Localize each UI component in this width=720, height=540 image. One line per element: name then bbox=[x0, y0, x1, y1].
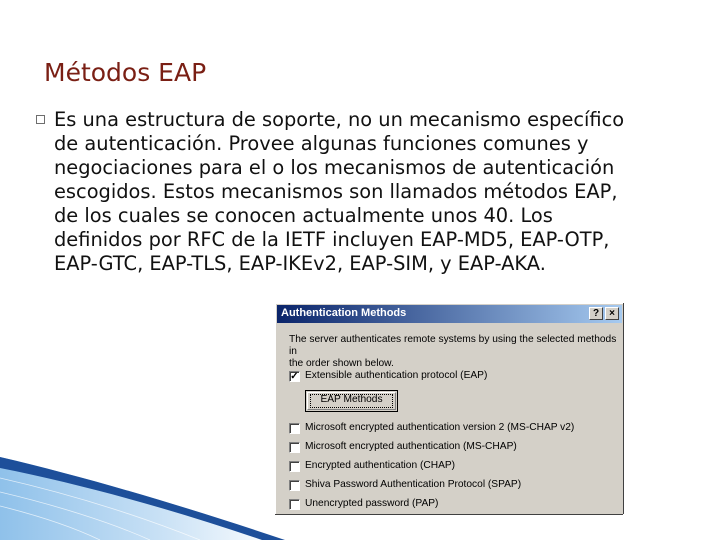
spap-checkbox[interactable] bbox=[289, 480, 300, 491]
option-label: Microsoft encrypted authentication (MS-CHAP) bbox=[305, 441, 517, 452]
square-bullet-icon bbox=[36, 115, 45, 124]
option-label: Shiva Password Authentication Protocol (SPAP) bbox=[305, 479, 522, 490]
paragraph-line: de autenticación. Provee algunas funciones comunes y bbox=[54, 132, 589, 155]
description-line: The server authenticates remote systems by using the selected methods in bbox=[289, 334, 617, 357]
eap-option-label: Extensible authentication protocol (EAP) bbox=[305, 370, 488, 381]
close-button[interactable]: × bbox=[605, 307, 619, 320]
dialog-titlebar[interactable] bbox=[277, 305, 622, 323]
paragraph-line: Es una estructura de soporte, no un mecanismo específico bbox=[54, 108, 625, 131]
pap-checkbox[interactable] bbox=[289, 499, 300, 510]
help-button[interactable]: ? bbox=[589, 307, 603, 320]
paragraph-line: negociaciones para el o los mecanismos de autenticación bbox=[54, 156, 615, 179]
option-label: Unencrypted password (PAP) bbox=[305, 498, 439, 509]
option-label: Encrypted authentication (CHAP) bbox=[305, 460, 456, 471]
mschap-checkbox[interactable] bbox=[289, 442, 300, 453]
swoosh-lines bbox=[0, 478, 200, 540]
eap-checkbox[interactable]: ✓ bbox=[290, 371, 299, 382]
paragraph-line: definidos por RFC de la IETF incluyen EAP-MD5, EAP-OTP, bbox=[54, 228, 610, 251]
eap-methods-button[interactable] bbox=[305, 390, 398, 412]
authentication-methods-dialog bbox=[275, 303, 623, 514]
chap-checkbox[interactable] bbox=[289, 461, 300, 472]
dialog-title: Authentication Methods bbox=[281, 307, 407, 319]
description-line: the order shown below. bbox=[289, 358, 394, 369]
mschapv2-checkbox[interactable] bbox=[289, 423, 300, 434]
slide-title: Métodos EAP bbox=[44, 58, 207, 87]
eap-methods-button-label: EAP Methods bbox=[320, 394, 383, 405]
swoosh-band bbox=[0, 457, 285, 540]
dialog-description bbox=[289, 334, 619, 370]
paragraph-text bbox=[54, 108, 694, 276]
paragraph-line: de los cuales se conocen actualmente unos 40. Los bbox=[54, 204, 553, 227]
paragraph-line: escogidos. Estos mecanismos son llamados métodos EAP, bbox=[54, 180, 618, 203]
option-label: Microsoft encrypted authentication version 2 (MS-CHAP v2) bbox=[305, 422, 575, 433]
swoosh-fill bbox=[0, 457, 285, 540]
paragraph-line: EAP-GTC, EAP-TLS, EAP-IKEv2, EAP-SIM, y EAP-AKA. bbox=[54, 252, 546, 275]
